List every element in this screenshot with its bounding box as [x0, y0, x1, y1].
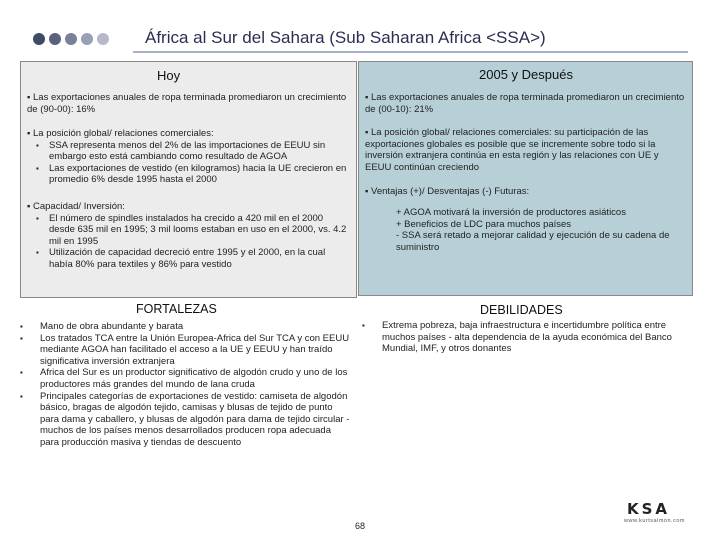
hoy-heading: Hoy	[157, 68, 181, 83]
hoy-capacity	[27, 201, 349, 271]
dot-3	[65, 33, 77, 45]
list-item: ▪ Extrema pobreza, baja infraestructura e incertidumbre política entre muchos países - alta dependencia de la ayuda económica del Banco Mundial, IMF, y otros donantes	[362, 320, 692, 355]
despues-trade-relations: ▪ La posición global/ relaciones comerciales: su participación de las exportaciones globales es posible que se incremente sobre todo si la inversión extranjera continúa en esta región y las relaciones con UE y EEUU continúan creciendo	[365, 127, 659, 173]
despues-advantages-lead: ▪ Ventajas (+)/ Desventajas (-) Futuras:	[365, 186, 530, 197]
list-item: + Beneficios de LDC para muchos países	[396, 218, 572, 230]
dot-2	[49, 33, 61, 45]
list-item: - SSA será retado a mejorar calidad y ejecución de su cadena de suministro	[396, 230, 670, 253]
company-website: www.kurtsalmon.com	[624, 518, 685, 524]
despues-export-growth: ▪ Las exportaciones anuales de ropa terminada promediaron un crecimiento de (00-10): 21%	[365, 92, 685, 115]
fortalezas-list	[20, 321, 350, 449]
page-title: África al Sur del Sahara (Sub Saharan Africa <SSA>)	[145, 28, 546, 47]
debilidades-heading: DEBILIDADES	[480, 303, 563, 317]
list-item: ▪ SSA representa menos del 2% de las importaciones de EEUU sin embargo esto está cambiando como resultado de AGOA	[27, 140, 349, 163]
debilidades-list	[362, 320, 692, 355]
hoy-capacity-list	[27, 213, 349, 271]
despues-heading: 2005 y Después	[479, 67, 573, 82]
dot-4	[81, 33, 93, 45]
list-item: + AGOA motivará la inversión de productores asiáticos	[396, 207, 626, 218]
list-item: ▪ Principales categorías de exportaciones de vestido: camiseta de algodón básico, bragas de algodón tejido, camisas y blusas de tejido de punto para dama y caballero, y blusas de algodón para dama de tejido circular - muchos de los países menos desarrollados producen ropa adecuada para producción masiva y tiendas de descuento	[20, 391, 350, 449]
decorative-dots	[33, 33, 109, 45]
hoy-capacity-lead: ▪ Capacidad/ Inversión:	[27, 201, 125, 212]
hoy-trade-lead: ▪ La posición global/ relaciones comerciales:	[27, 128, 214, 139]
list-item: ▪ Utilización de capacidad decreció entre 1995 y el 2000, en la cual había 80% para textiles y 86% para vestido	[27, 247, 349, 270]
dot-1	[33, 33, 45, 45]
list-item: ▪ Mano de obra abundante y barata	[20, 321, 350, 333]
despues-panel	[358, 61, 693, 296]
hoy-panel	[20, 61, 357, 298]
fortalezas-heading: FORTALEZAS	[136, 302, 217, 316]
list-item: ▪ Las exportaciones de vestido (en kilogramos) hacia la UE crecieron en promedio 6% desde 1995 hasta el 2000	[27, 163, 349, 186]
hoy-export-growth: ▪ Las exportaciones anuales de ropa terminada promediaron un crecimiento de (90-00): 16%	[27, 92, 347, 115]
list-item: ▪ Los tratados TCA entre la Unión Europea-Africa del Sur TCA y con EEUU mediante AGOA han facilitado el acceso a la UE y EEUU y han traído significativa inversión extranjera	[20, 333, 350, 368]
list-item: ▪ El número de spindles instalados ha crecido a 420 mil en el 2000 desde 635 mil en 1995; 3 mil looms estaban en uso en el 2000, vs. 4.2 mil en 1995	[27, 213, 349, 248]
despues-advantages-list	[396, 207, 681, 253]
hoy-trade-list	[27, 140, 349, 186]
page-number: 68	[355, 521, 366, 531]
title-divider	[133, 51, 688, 53]
list-item: ▪ Africa del Sur es un productor significativo de algodón crudo y uno de los productores más grandes del mundo de lana cruda	[20, 367, 350, 390]
company-logo: KSA	[627, 500, 671, 518]
hoy-trade-relations	[27, 128, 349, 186]
dot-5	[97, 33, 109, 45]
